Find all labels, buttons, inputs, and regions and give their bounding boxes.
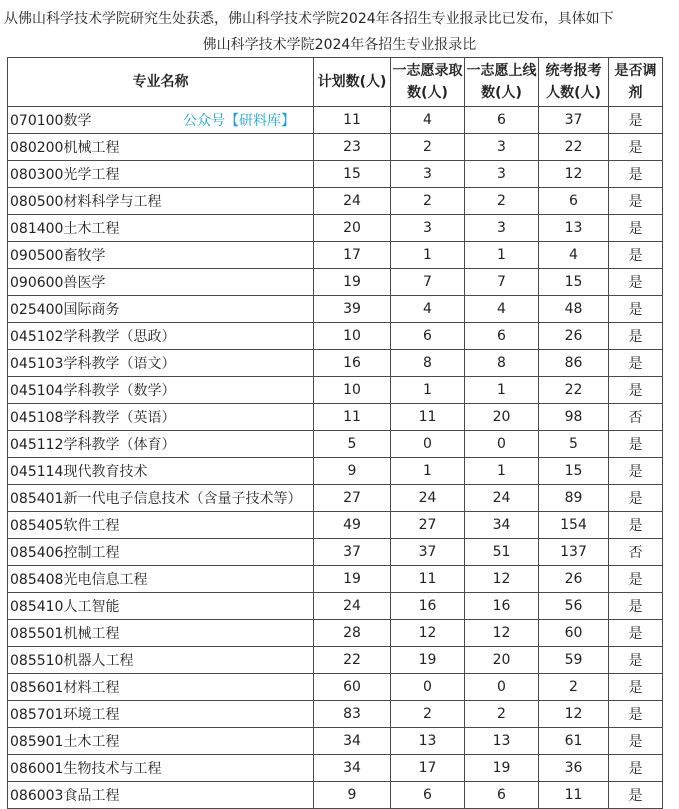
exam-applicants-cell: 61 [539,728,609,755]
table-row [8,350,663,377]
exam-applicants-cell: 48 [539,296,609,323]
exam-applicants-cell: 59 [539,647,609,674]
major-cell: 090600兽医学 [8,269,314,296]
adjustment-cell: 是 [609,728,663,755]
table-row [8,134,663,161]
watermark-label: 公众号【研料库】 [183,113,295,129]
first-choice-admitted-cell: 2 [391,701,465,728]
exam-applicants-cell: 22 [539,134,609,161]
first-choice-online-cell: 2 [465,188,539,215]
exam-applicants-cell: 12 [539,161,609,188]
plan-cell: 37 [314,539,391,566]
table-row [8,323,663,350]
major-cell: 045104学科教学（数学） [8,377,314,404]
first-choice-admitted-cell: 1 [391,458,465,485]
plan-cell: 49 [314,512,391,539]
first-choice-admitted-cell: 1 [391,377,465,404]
exam-applicants-cell: 5 [539,431,609,458]
major-cell: 080300光学工程 [8,161,314,188]
major-cell: 085510机器人工程 [8,647,314,674]
first-choice-online-cell: 12 [465,620,539,647]
adjustment-cell: 否 [609,404,663,431]
table-row [8,404,663,431]
major-cell: 045103学科教学（语文） [8,350,314,377]
major-cell: 045108学科教学（英语） [8,404,314,431]
major-cell: 090500畜牧学 [8,242,314,269]
first-choice-online-cell: 1 [465,377,539,404]
table-caption: 佛山科学技术学院2024年各招生专业报录比 [202,37,477,53]
table-header-row [8,58,663,107]
first-choice-online-cell: 3 [465,161,539,188]
header-exam-line1: 统考报考 [545,63,602,79]
plan-cell: 28 [314,620,391,647]
adjustment-cell: 是 [609,458,663,485]
major-cell: 086001生物技术与工程 [8,755,314,782]
first-choice-online-cell: 6 [465,782,539,809]
table-row [8,539,663,566]
table-row [8,755,663,782]
first-choice-admitted-cell: 11 [391,566,465,593]
first-choice-admitted-cell: 8 [391,350,465,377]
header-admit-line2: 数(人) [407,85,448,101]
major-cell: 085901土木工程 [8,728,314,755]
first-choice-online-cell: 7 [465,269,539,296]
exam-applicants-cell: 60 [539,620,609,647]
table-row [8,620,663,647]
exam-applicants-cell: 26 [539,566,609,593]
plan-cell: 15 [314,161,391,188]
exam-applicants-cell: 86 [539,350,609,377]
first-choice-admitted-cell: 19 [391,647,465,674]
exam-applicants-cell: 15 [539,458,609,485]
plan-cell: 9 [314,458,391,485]
major-cell: 080200机械工程 [8,134,314,161]
first-choice-online-cell: 4 [465,296,539,323]
table-row [8,566,663,593]
table-row [8,485,663,512]
first-choice-online-cell: 19 [465,755,539,782]
plan-cell: 11 [314,107,391,134]
first-choice-online-cell: 12 [465,566,539,593]
first-choice-admitted-cell: 12 [391,620,465,647]
first-choice-online-cell: 2 [465,701,539,728]
first-choice-admitted-cell: 7 [391,269,465,296]
major-cell: 080500材料科学与工程 [8,188,314,215]
first-choice-online-cell: 51 [465,539,539,566]
adjustment-cell: 是 [609,512,663,539]
exam-applicants-cell: 13 [539,215,609,242]
plan-cell: 22 [314,647,391,674]
table-row [8,107,663,134]
plan-cell: 83 [314,701,391,728]
first-choice-online-cell: 20 [465,404,539,431]
first-choice-admitted-cell: 37 [391,539,465,566]
adjustment-cell: 否 [609,539,663,566]
adjustment-cell: 是 [609,242,663,269]
first-choice-online-cell: 3 [465,215,539,242]
adjustment-cell: 是 [609,107,663,134]
first-choice-admitted-cell: 2 [391,134,465,161]
plan-cell: 24 [314,593,391,620]
first-choice-admitted-cell: 4 [391,296,465,323]
first-choice-admitted-cell: 3 [391,161,465,188]
intro-text: 从佛山科学技术学院研究生处获悉，佛山科学技术学院2024年各招生专业报录比已发布，具体如下 [4,11,614,27]
exam-applicants-cell: 137 [539,539,609,566]
major-cell: 085701环境工程 [8,701,314,728]
plan-cell: 34 [314,755,391,782]
plan-cell: 23 [314,134,391,161]
header-online-line1: 一志愿上线 [466,63,537,79]
table-row [8,242,663,269]
plan-cell: 9 [314,782,391,809]
adjustment-cell: 是 [609,755,663,782]
adjustment-cell: 是 [609,431,663,458]
first-choice-online-cell: 13 [465,728,539,755]
plan-cell: 10 [314,377,391,404]
major-cell: 045112学科教学（体育） [8,431,314,458]
first-choice-online-cell: 8 [465,350,539,377]
first-choice-admitted-cell: 27 [391,512,465,539]
adjustment-cell: 是 [609,377,663,404]
major-name-text: 070100数学 [10,113,92,129]
exam-applicants-cell: 36 [539,755,609,782]
first-choice-admitted-cell: 0 [391,674,465,701]
plan-cell: 24 [314,188,391,215]
header-major: 专业名称 [8,58,314,107]
exam-applicants-cell: 37 [539,107,609,134]
adjustment-cell: 是 [609,620,663,647]
plan-cell: 11 [314,404,391,431]
first-choice-online-cell: 6 [465,107,539,134]
header-adjust-line1: 是否调 [614,63,657,79]
header-first-choice-admitted [391,58,465,107]
adjustment-cell: 是 [609,701,663,728]
header-exam-applicants [539,58,609,107]
adjustment-cell: 是 [609,323,663,350]
table-row [8,188,663,215]
plan-cell: 10 [314,323,391,350]
exam-applicants-cell: 154 [539,512,609,539]
table-row [8,458,663,485]
header-admit-line1: 一志愿录取 [392,63,463,79]
adjustment-cell: 是 [609,215,663,242]
first-choice-admitted-cell: 13 [391,728,465,755]
adjustment-cell: 是 [609,485,663,512]
plan-cell: 19 [314,566,391,593]
header-adjustment [609,58,663,107]
first-choice-admitted-cell: 0 [391,431,465,458]
major-cell: 085601材料工程 [8,674,314,701]
first-choice-admitted-cell: 6 [391,323,465,350]
table-row [8,296,663,323]
table-row [8,674,663,701]
major-cell: 045114现代教育技术 [8,458,314,485]
exam-applicants-cell: 4 [539,242,609,269]
plan-cell: 20 [314,215,391,242]
exam-applicants-cell: 11 [539,782,609,809]
plan-cell: 5 [314,431,391,458]
admission-ratio-table [7,57,663,809]
first-choice-online-cell: 1 [465,242,539,269]
first-choice-online-cell: 6 [465,323,539,350]
major-cell: 025400国际商务 [8,296,314,323]
adjustment-cell: 是 [609,593,663,620]
header-first-choice-online [465,58,539,107]
major-cell: 045102学科教学（思政） [8,323,314,350]
exam-applicants-cell: 89 [539,485,609,512]
first-choice-online-cell: 16 [465,593,539,620]
adjustment-cell: 是 [609,674,663,701]
first-choice-admitted-cell: 16 [391,593,465,620]
table-row [8,647,663,674]
table-row [8,431,663,458]
adjustment-cell: 是 [609,782,663,809]
plan-cell: 27 [314,485,391,512]
table-row [8,377,663,404]
adjustment-cell: 是 [609,296,663,323]
exam-applicants-cell: 26 [539,323,609,350]
table-row [8,593,663,620]
table-row [8,782,663,809]
exam-applicants-cell: 56 [539,593,609,620]
exam-applicants-cell: 98 [539,404,609,431]
header-exam-line2: 人数(人) [546,85,601,101]
exam-applicants-cell: 6 [539,188,609,215]
first-choice-admitted-cell: 3 [391,215,465,242]
first-choice-admitted-cell: 2 [391,188,465,215]
adjustment-cell: 是 [609,134,663,161]
exam-applicants-cell: 12 [539,701,609,728]
major-cell: 085408光电信息工程 [8,566,314,593]
major-cell: 085406控制工程 [8,539,314,566]
first-choice-admitted-cell: 4 [391,107,465,134]
header-online-line2: 数(人) [481,85,522,101]
first-choice-online-cell: 20 [465,647,539,674]
first-choice-online-cell: 0 [465,674,539,701]
major-cell: 085401新一代电子信息技术（含量子技术等） [8,485,314,512]
plan-cell: 17 [314,242,391,269]
table-row [8,215,663,242]
adjustment-cell: 是 [609,350,663,377]
major-cell: 086003食品工程 [8,782,314,809]
adjustment-cell: 是 [609,566,663,593]
first-choice-admitted-cell: 1 [391,242,465,269]
plan-cell: 19 [314,269,391,296]
first-choice-online-cell: 24 [465,485,539,512]
table-row [8,161,663,188]
first-choice-online-cell: 34 [465,512,539,539]
header-plan: 计划数(人) [314,58,391,107]
table-row [8,701,663,728]
adjustment-cell: 是 [609,647,663,674]
table-row [8,269,663,296]
table-row [8,512,663,539]
first-choice-online-cell: 0 [465,431,539,458]
major-cell: 085501机械工程 [8,620,314,647]
plan-cell: 16 [314,350,391,377]
table-body [8,107,663,809]
first-choice-admitted-cell: 24 [391,485,465,512]
first-choice-online-cell: 1 [465,458,539,485]
table-row [8,728,663,755]
first-choice-admitted-cell: 11 [391,404,465,431]
exam-applicants-cell: 22 [539,377,609,404]
adjustment-cell: 是 [609,188,663,215]
major-cell [8,107,314,134]
exam-applicants-cell: 2 [539,674,609,701]
plan-cell: 34 [314,728,391,755]
plan-cell: 60 [314,674,391,701]
adjustment-cell: 是 [609,269,663,296]
plan-cell: 39 [314,296,391,323]
adjustment-cell: 是 [609,161,663,188]
first-choice-online-cell: 3 [465,134,539,161]
header-adjust-line2: 剂 [628,85,643,101]
exam-applicants-cell: 15 [539,269,609,296]
major-cell: 085410人工智能 [8,593,314,620]
major-cell: 085405软件工程 [8,512,314,539]
first-choice-admitted-cell: 17 [391,755,465,782]
major-cell: 081400土木工程 [8,215,314,242]
first-choice-admitted-cell: 6 [391,782,465,809]
